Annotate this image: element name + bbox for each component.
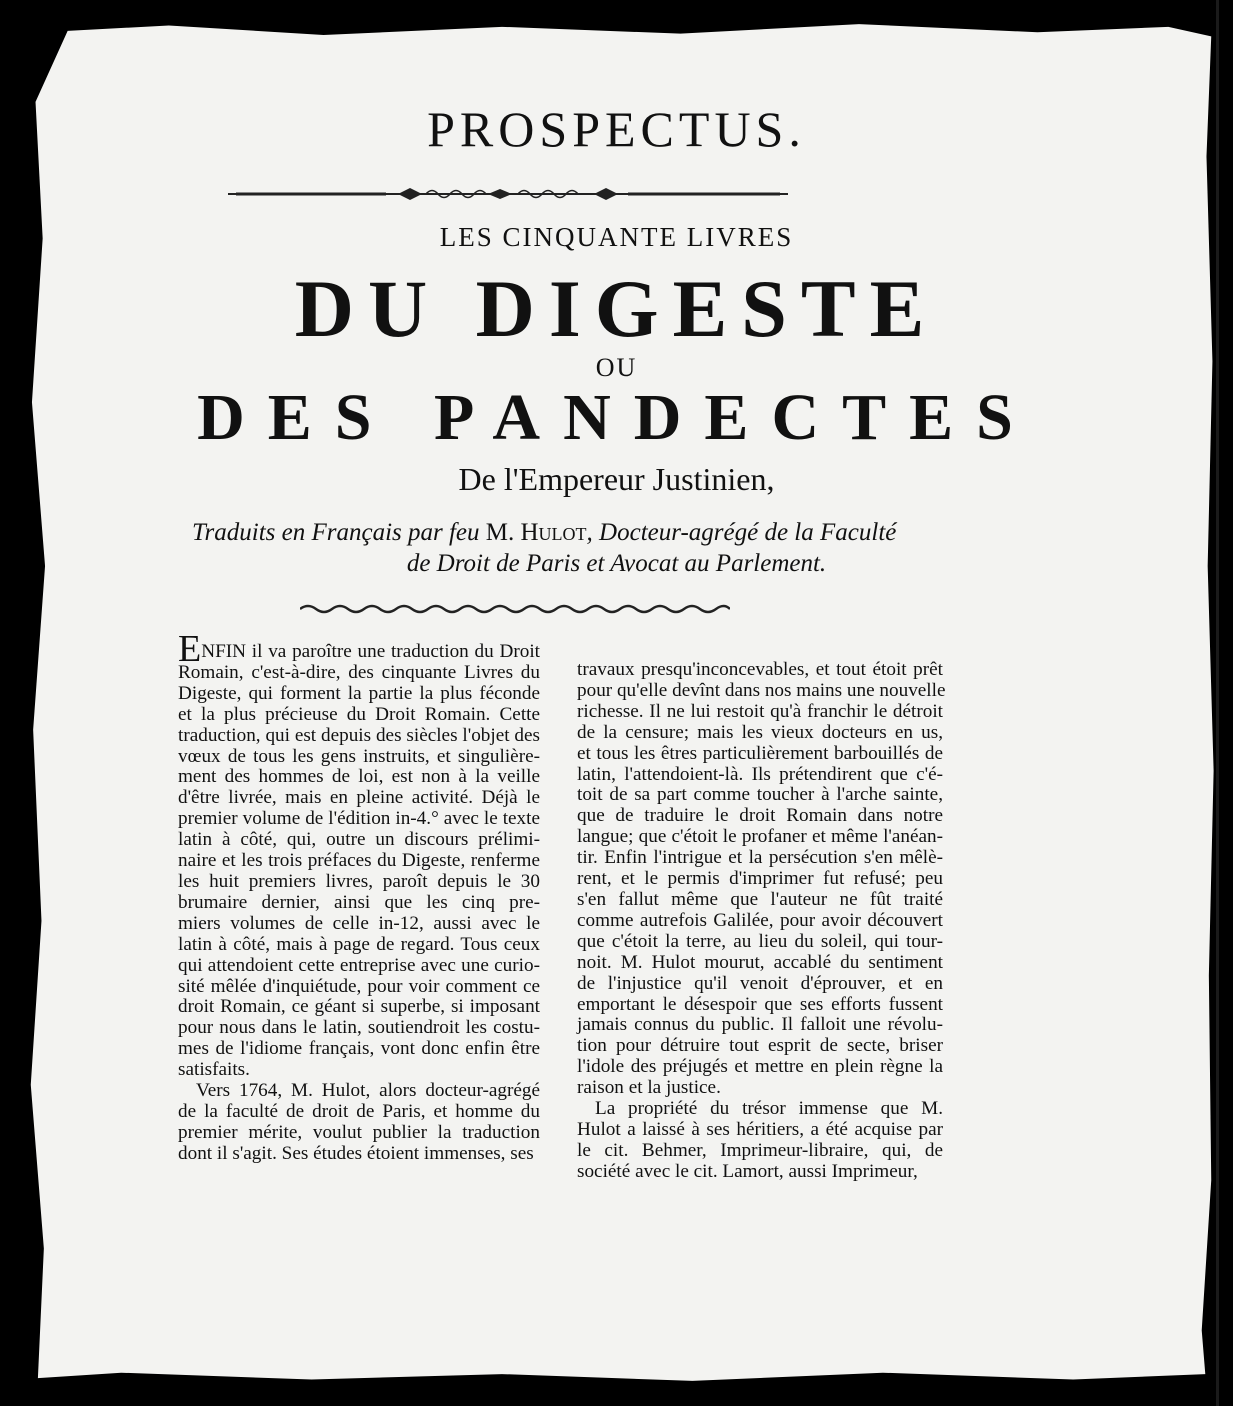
- text-line: langue; que c'étoit le profaner et même l'anéan-: [577, 826, 943, 848]
- text-line: rent, et le permis d'imprimer fut refusé; peu: [577, 868, 943, 890]
- text-line: naire et les trois préfaces du Digeste, renferme: [178, 850, 540, 872]
- conjunction: OU: [595, 353, 638, 382]
- wavy-divider: [300, 603, 730, 615]
- text-line: et tous les êtres particulièrement barbouillés de: [577, 742, 943, 764]
- text-line: de la faculté de droit de Paris, et homme du: [178, 1100, 540, 1122]
- text-line: Vers 1764, M. Hulot, alors docteur-agrégé: [196, 1080, 540, 1102]
- main-title: DU DIGESTE: [294, 263, 939, 354]
- text-line: latin, l'attendoient-là. Ils prétendirent que c'é-: [577, 763, 943, 785]
- main-title-2: DES PANDECTES: [197, 381, 1036, 454]
- text-line: que de traduire le droit Romain dans notre: [577, 805, 943, 827]
- translator-text-2: , Docteur-agrégé de la Faculté: [586, 519, 897, 546]
- text-line: ment des hommes de loi, est non à la veille: [178, 766, 540, 788]
- right-column: [577, 659, 946, 1183]
- translator-text-1: Traduits en Français par feu: [192, 519, 486, 546]
- text-line: Hulot a laissé à ses héritiers, a été acquise par: [577, 1118, 943, 1140]
- text-line: vœux de tous les gens instruits, et singulière-: [178, 745, 540, 767]
- translator-line: [192, 519, 896, 547]
- drop-cap: E: [178, 628, 202, 670]
- ornamental-divider: [228, 185, 788, 203]
- text-line: premier mérite, voulut publier la traduction: [178, 1121, 540, 1143]
- text-line: Romain, c'est-à-dire, des cinquante Livres du: [178, 661, 540, 683]
- translator-name-prefix: M.: [485, 519, 521, 546]
- scan-edge: [1216, 0, 1219, 1406]
- text-line: pour qu'elle devînt dans nos mains une nouvelle: [577, 679, 946, 701]
- page-title: PROSPECTUS.: [427, 101, 806, 157]
- text-line: sité mêlée d'inquiétude, pour voir comment ce: [178, 975, 540, 997]
- text-line: premier volume de l'édition in-4.° avec le texte: [178, 808, 540, 830]
- text-line: jamais connus du public. Il falloit une révolu-: [577, 1014, 943, 1036]
- text-line: noit. M. Hulot mourut, accablé du sentiment: [577, 951, 943, 973]
- text-line: [178, 628, 540, 670]
- subtitle: LES CINQUANTE LIVRES: [439, 222, 794, 252]
- emperor-line: De l'Empereur Justinien,: [458, 461, 775, 497]
- text-line: toit de sa part comme toucher à l'arche sainte,: [577, 784, 943, 806]
- text-line: La propriété du trésor immense que M.: [595, 1098, 943, 1120]
- text-line: société avec le cit. Lamort, aussi Imprimeur,: [577, 1160, 918, 1182]
- text-line: l'idole des préjugés et mettre en plein règne la: [577, 1056, 943, 1078]
- first-word: NFIN: [201, 641, 246, 662]
- text-line: raison et la justice.: [577, 1077, 721, 1099]
- text-line: qui attendoient cette entreprise avec une curio-: [178, 954, 540, 976]
- text-line: dont il s'agit. Ses études étoient immenses, ses: [178, 1142, 534, 1164]
- text-line: brumaire dernier, ainsi que les cinq pre-: [178, 891, 540, 913]
- text-line: travaux presqu'inconcevables, et tout étoit prêt: [577, 659, 943, 680]
- text-line: Digeste, qui forment la partie la plus féconde: [178, 682, 540, 704]
- text-line: tion pour détruire tout esprit de secte, briser: [577, 1035, 943, 1057]
- text-line: traduction, qui est depuis des siècles l'objet des: [178, 724, 540, 746]
- text-line: s'en fallut même que l'auteur ne fût traité: [577, 888, 943, 910]
- text-line: latin à côté, qui, outre un discours prélimi-: [178, 829, 540, 851]
- text-line: que c'étoit la terre, au lieu du soleil, qui tour-: [577, 930, 943, 952]
- left-column: [178, 628, 540, 1165]
- text-line: richesse. Il ne lui restoit qu'à franchir le détroit: [577, 700, 943, 722]
- text-line: et la plus précieuse du Droit Romain. Cette: [178, 703, 540, 725]
- text-line: satisfaits.: [178, 1059, 250, 1081]
- translator-name: Hulot: [520, 519, 587, 546]
- text-line: pour nous dans le latin, soutiendroit les costu-: [178, 1017, 540, 1039]
- text-line: latin à côté, mais à page de regard. Tous ceux: [178, 933, 540, 955]
- text-line: les huit premiers livres, paroît depuis le 30: [178, 870, 540, 892]
- translator-line-2: de Droit de Paris et Avocat au Parlement.: [406, 550, 827, 577]
- text-line: tir. Enfin l'intrigue et la persécution s'en mêlè-: [577, 847, 943, 869]
- text-line: mes de l'idiome français, vont donc enfin être: [178, 1038, 540, 1060]
- text-line: droit Romain, ce géant si superbe, si imposant: [178, 996, 540, 1018]
- text-line: le cit. Behmer, Imprimeur-libraire, qui, de: [577, 1139, 943, 1161]
- text-line: miers volumes de celle in-12, aussi avec le: [178, 912, 540, 934]
- text-line: d'être livrée, mais en pleine activité. Déjà le: [178, 787, 540, 809]
- text-line: comme autrefois Galilée, pour avoir découvert: [577, 909, 943, 931]
- text-line-content: il va paroître une traduction du Droit: [246, 641, 540, 662]
- text-line: de la censure; mais les vieux docteurs en us,: [577, 721, 943, 743]
- text-line: de l'injustice qu'il venoit d'éprouver, et en: [577, 972, 943, 994]
- text-line: emportant le désespoir que ses efforts fussent: [577, 993, 943, 1015]
